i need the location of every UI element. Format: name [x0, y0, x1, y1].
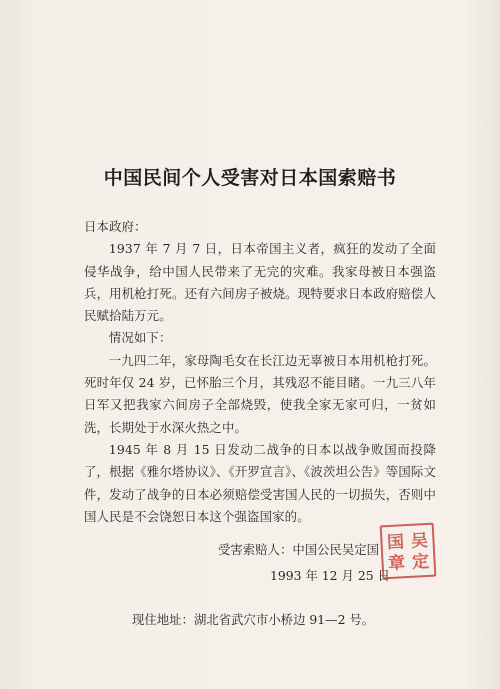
- document-title: 中国民间个人受害对日本国索赔书: [103, 167, 397, 189]
- paragraph-details: 一九四二年，家母陶毛女在长江边无辜被日本用机枪打死。死时年仅 24 岁，已怀胎三个月，其残忍不能目睹。一九三八年日军又把我家六间房子全部烧毁，使我全家无家可归，一贫如洗，长期处于水深火热之中。: [84, 352, 436, 435]
- paragraph-heading: 情况如下：: [108, 330, 172, 346]
- salutation: 日本政府：: [84, 219, 147, 234]
- paragraph-intro: 1937 年 7 月 7 日，日本帝国主义者，疯狂的发动了全面侵华战争，给中国人民带来了无完的灾难。我家母被日本强盗兵，用机枪打死。还有六间房子被烧。现特要求日本政府赔偿人民赋拾陆万元。: [84, 241, 436, 324]
- svg-text:定: 定: [411, 551, 430, 573]
- svg-text:国: 国: [386, 532, 405, 554]
- current-address: 现住地址：湖北省武穴市小桥边 91—2 号。: [132, 612, 375, 627]
- paragraph-demand: 1945 年 8 月 15 日发动二战争的日本以战争败国而投降了，根据《雅尔塔协议》、《开罗宣言》、《波茨坦公告》等国际文件，发动了战争的日本必须赔偿受害国人民的一切损失，否则中国人民是不会饶恕日本这个强盗国家的。: [84, 441, 436, 524]
- svg-text:吴: 吴: [410, 530, 429, 552]
- seal-glyphs: [382, 525, 435, 578]
- signature-date: 1993 年 12 月 25 日: [270, 568, 390, 583]
- claimant-signature: 受害索赔人：中国公民吴定国: [218, 542, 380, 557]
- red-seal-stamp: [380, 523, 437, 580]
- letter-body: [84, 216, 436, 528]
- svg-text:章: 章: [387, 553, 406, 575]
